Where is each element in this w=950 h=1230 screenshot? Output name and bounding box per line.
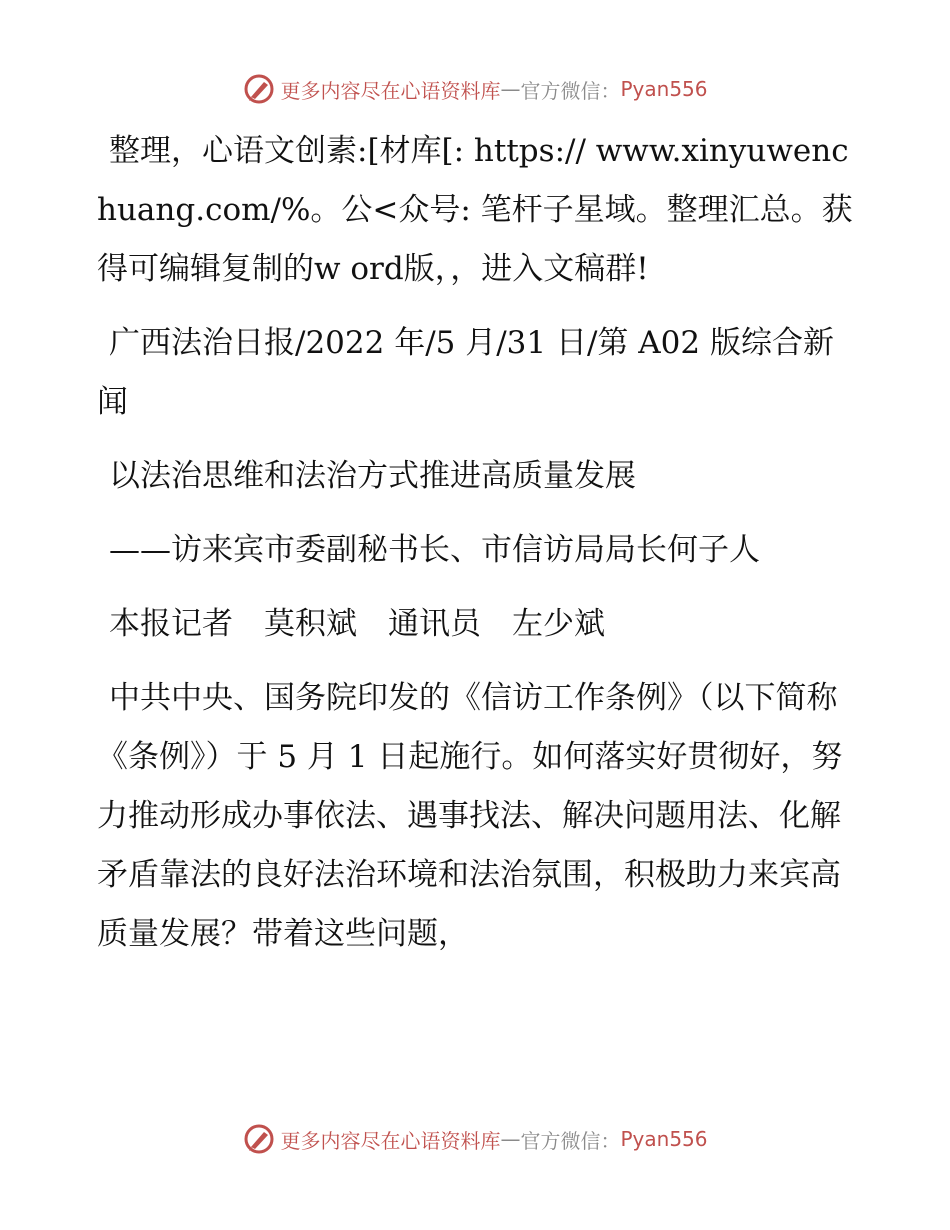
watermark-official-label: 官方微信： <box>520 78 621 103</box>
document-body <box>97 122 857 964</box>
watermark-separator: — <box>500 1127 521 1151</box>
watermark-main-text: 更多内容尽在心语资料库 <box>280 78 501 103</box>
watermark-separator: — <box>500 77 521 101</box>
paragraph-body: 中共中央、国务院印发的《信访工作条例》（以下简称《条例》）于 5 月 1 日起施行。如何落实好贯彻好，努力推动形成办事依法、遇事找法、解决问题用法、化解矛盾靠法的良好法治环境和法治氛围，积极助力来宾高质量发展？带着这些问题， <box>97 680 843 952</box>
watermark-banner-bottom <box>0 1121 950 1157</box>
article-title: 以法治思维和法治方式推进高质量发展 <box>109 458 636 494</box>
watermark-official-label: 官方微信： <box>520 1128 621 1153</box>
article-byline: 本报记者 莫积斌 通讯员 左少斌 <box>109 606 605 642</box>
pen-logo-icon <box>242 72 276 106</box>
article-subtitle: ——访来宾市委副秘书长、市信访局局长何子人 <box>109 532 760 568</box>
paragraph-publication-info: 广西法治日报/2022 年/5 月/31 日/第 A02 版综合新闻 <box>97 325 834 420</box>
watermark-main-text: 更多内容尽在心语资料库 <box>280 1128 501 1153</box>
watermark-wechat-id: Pyan556 <box>620 1127 708 1151</box>
watermark-wechat-id: Pyan556 <box>620 77 708 101</box>
paragraph-source-note: 整理，心语文创素:[材库[: https:// www.xinyuwenchuang.com/%。公<众号: 笔杆子星域。整理汇总。获得可编辑复制的w ord版，，进入文稿群! <box>97 133 853 287</box>
watermark-banner-top <box>0 71 950 107</box>
pen-logo-icon <box>242 1122 276 1156</box>
